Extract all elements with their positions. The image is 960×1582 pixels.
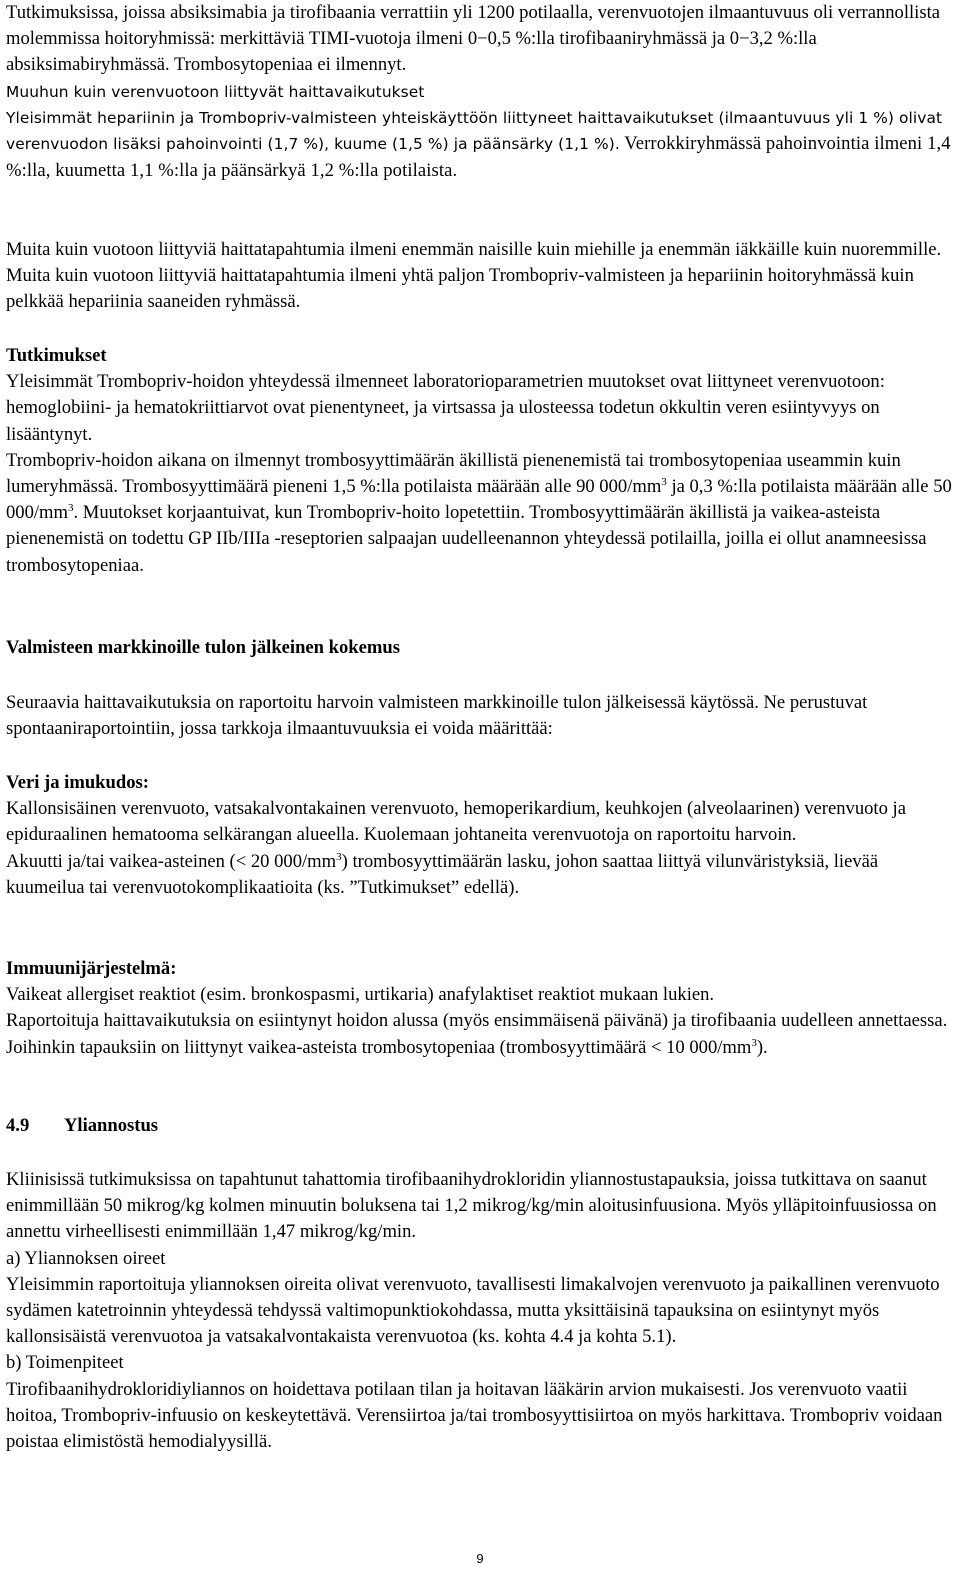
section-4-9-heading [6,1113,158,1139]
postmarketing-paragraph: Seuraavia haittavaikutuksia on raportoitu harvoin valmisteen markkinoille tulon jälkeisessä käytössä. Ne perustuvat spontaaniraportointiin, jossa tarkkoja ilmaantuvuuksia ei voida määrittää: [6,692,868,740]
non-bleeding-paragraph-1: Yleisimmät hepariinin ja Trombopriv-valmisteen yhteiskäyttöön liittyneet haittavaikutukset (ilmaantuvuus yli 1 %) olivat verenvuodon lisäksi pahoinvointi (1,7 %), kuume (1,5 %) ja päänsärky (1,1 %). [6,109,943,154]
immune-section [6,956,954,1061]
blood-paragraph-1: Kallonsisäinen verenvuoto, vatsakalvontakainen verenvuoto, hemoperikardium, keuhkojen (alveolaarinen) verenvuoto ja epiduraalinen hematooma selkärangan alueella. Kuolemaan johtaneita verenvuotoja on raportoitu harvoin. [6,798,906,846]
tutkimukset-heading: Tutkimukset [6,345,107,366]
overdose-measures-text: Tirofibaanihydrokloridiyliannos on hoidettava potilaan tilan ja hoitavan lääkärin arvion mukaisesti. Jos verenvuoto vaatii hoitoa, Trombopriv-infuusio on keskeytettävä. Verensiirtoa ja/tai trombosyyttisiirtoa on myös harkittava. Trombopriv voidaan poistaa elimistöstä hemodialyysillä. [6,1378,943,1453]
overdose-section [6,1167,954,1455]
overdose-symptoms-text: Yleisimmin raportoituja yliannoksen oireita olivat verenvuoto, tavallisesti limakalvojen verenvuoto ja paikallinen verenvuoto sydämen katetroinnin yhteydessä tehdyssä valtimopunktiokohdassa, mutta yksittäisinä tapauksina on esiintynyt myös kallonsisäistä verenvuotoa ja vatsakalvontakaista verenvuotoa (ks. kohta 4.4 ja kohta 5.1). [6,1273,940,1348]
non-bleeding-control-group: Verrokkiryhmässä pahoinvointia ilmeni 1,4 %:lla, kuumetta 1,1 %:lla ja päänsärkyä 1,2 %:lla potilaista. [6,133,951,181]
overdose-measures-label: b) Toimenpiteet [6,1352,124,1374]
page-number: 9 [476,1551,484,1566]
overdose-symptoms-label: a) Yliannoksen oireet [6,1247,166,1269]
tutkimukset-paragraph-2: Trombopriv-hoidon aikana on ilmennyt trombosyyttimäärän äkillistä pienenemistä tai trombosytopeniaa useammin kuin lumeryhmässä. Trombosyyttimäärä pieneni 1,5 %:lla potilaista määrään alle 90 $000/mm^3$ ja 0,3 %:lla potilaista määrään alle 50 $000/mm^3$. Muutokset korjaantuivat, kun Trombopriv-hoito lopetettiin. Trombosyyttimäärän äkillistä ja vaikea-asteista pienenemistä on todettu GP IIb/IIIa -reseptorien salpaajan uudelleenannon yhteydessä potilailla, joilla ei ollut anamneesissa trombosytopeniaa. [6,449,952,576]
tutkimukset-paragraph-1: Yleisimmät Trombopriv-hoidon yhteydessä ilmenneet laboratorioparametrien muutokset ovat liittyneet verenvuotoon: hemoglobiini- ja hematokriittiarvot ovat pienentyneet, ja virtsassa ja ulosteessa todetun okkultin veren esiintyvyys on lisääntynyt. [6,371,885,445]
blood-paragraph-2: Akuutti ja/tai vaikea-asteinen (< 20 $000/mm^3$) trombosyyttimäärän lasku, johon saattaa liittyä vilunväristyksiä, lievää kuumeilua tai verenvuotokomplikaatioita (ks. ”Tutkimukset” edellä). [6,850,879,898]
immune-paragraph-2: Raportoituja haittavaikutuksia on esiintynyt hoidon alussa (myös ensimmäisenä päivänä) ja tirofibaania uudelleen annettaessa. Joihinkin tapauksiin on liittynyt vaikea-asteista trombosytopeniaa (trombosyyttimäärä < 10 $000/mm^3$). [6,1010,948,1058]
blood-heading: Veri ja imukudos: [6,772,149,793]
postmarketing-heading: Valmisteen markkinoille tulon jälkeinen kokemus [6,637,400,658]
non-bleeding-heading: Muuhun kuin verenvuotoon liittyvät haittavaikutukset [6,83,425,101]
non-bleeding-section [6,79,954,184]
section-number: 4.9 [6,1115,30,1136]
non-bleeding-paragraph-2: Muita kuin vuotoon liittyviä haittatapahtumia ilmeni enemmän naisille kuin miehille ja enemmän iäkkäille kuin nuoremmille. Muita kuin vuotoon liittyviä haittatapahtumia ilmeni yhtä paljon Trombopriv-valmisteen ja hepariinin hoitoryhmässä kuin pelkkää hepariinia saaneiden ryhmässä. [6,239,942,313]
overdose-paragraph: Kliinisissä tutkimuksissa on tapahtunut tahattomia tirofibaanihydrokloridin yliannostustapauksia, joissa tutkittava on saanut enimmillään 50 mikrog/kg kolmen minuutin boluksena tai 1,2 mikrog/kg/min aloitusinfuusiona. Myös ylläpitoinfuusiossa on annettu virheellisesti enimmillään 1,47 mikrog/kg/min. [6,1169,937,1243]
intro-paragraph: Tutkimuksissa, joissa absiksimabia ja tirofibaania verrattiin yli 1200 potilaalla, verenvuotojen ilmaantuvuus oli verrannollista molemmissa hoitoryhmissä: merkittäviä TIMI-vuotoja ilmeni 0−0,5 %:lla tirofibaaniryhmässä ja 0−3,2 %:lla absiksimabiryhmässä. Trombosytopeniaa ei ilmennyt. [6,2,940,76]
blood-section [6,770,954,901]
section-title: Yliannostus [64,1115,159,1136]
tutkimukset-section [6,343,954,579]
immune-paragraph-1: Vaikeat allergiset reaktiot (esim. bronkospasmi, urtikaria) anafylaktiset reaktiot mukaan lukien. [6,984,715,1006]
immune-heading: Immuunijärjestelmä: [6,958,177,979]
